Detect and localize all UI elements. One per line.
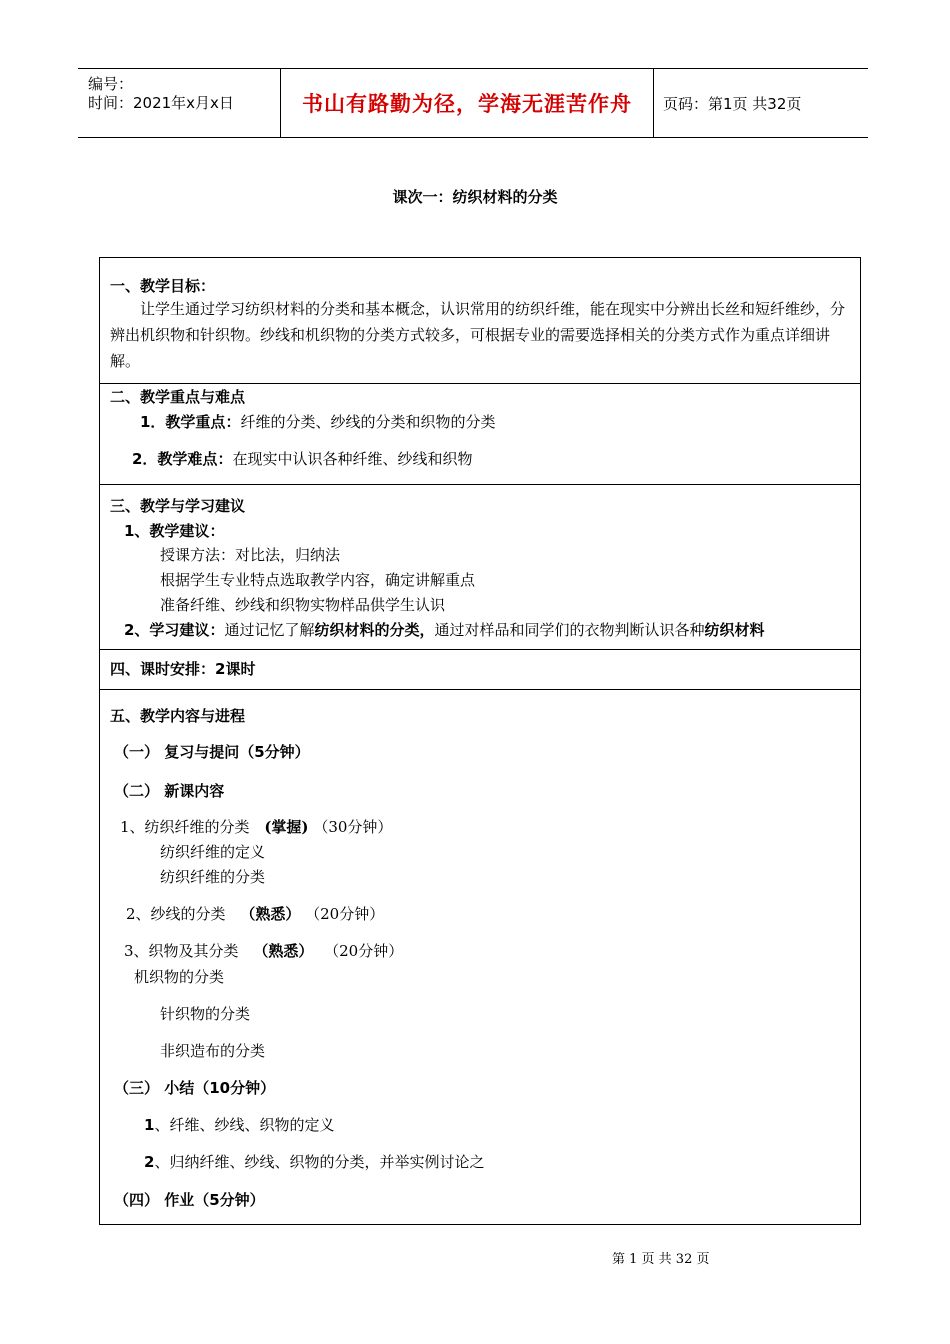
item-duration: （20分钟） — [324, 942, 404, 960]
learning-text: 通过记忆了解 — [224, 621, 315, 639]
header-motto-cell — [280, 69, 654, 137]
time-label: 时间：2021年x月x日 — [88, 94, 234, 112]
header-right-cell — [653, 69, 868, 137]
sub-item: 针织物的分类 — [160, 1005, 251, 1023]
item-level: (掌握) — [264, 818, 309, 836]
learning-emphasis: 纺织材料的分类， — [314, 621, 435, 639]
summary-text: 、归纳纤维、纱线、织物的分类，并举实例讨论之 — [154, 1153, 485, 1171]
item-fiber-classification — [120, 817, 392, 837]
teaching-suggestion-item: 根据学生专业特点选取教学内容，确定讲解重点 — [160, 571, 476, 589]
key-point-text: 纤维的分类、纱线的分类和织物的分类 — [240, 413, 496, 431]
key-point-label: 1．教学重点： — [140, 413, 241, 431]
learning-suggestion-label: 2、学习建议： — [124, 621, 225, 639]
learning-emphasis: 纺织材料 — [704, 621, 765, 639]
item-level: （熟悉） — [240, 905, 301, 923]
teaching-suggestion-label: 1、教学建议： — [124, 522, 225, 540]
summary-item — [144, 1115, 334, 1135]
goals-paragraph: 让学生通过学习纺织材料的分类和基本概念，认识常用的纺织纤维，能在现实中分辨出长丝和短纤维纱，分辨出机织物和针织物。纱线和机织物的分类方式较多，可根据专业的需要选择相关的分类方式作为重点详细讲解。 — [110, 300, 846, 370]
document-header — [78, 68, 868, 138]
section-heading: 四、课时安排：2课时 — [110, 660, 256, 678]
key-point-line — [140, 412, 495, 432]
page-footer: 第 1 页 共 32 页 — [612, 1252, 710, 1267]
section-content-progress — [100, 689, 860, 1224]
section-teaching-goals — [100, 258, 860, 384]
number-label: 编号： — [88, 75, 134, 93]
lesson-plan-table — [99, 257, 861, 1225]
difficulty-line — [132, 449, 472, 469]
difficulty-label: 2．教学难点： — [132, 450, 233, 468]
section-class-hours — [100, 649, 860, 690]
item-text: 1、纺织纤维的分类 — [120, 818, 250, 836]
summary-number: 2 — [144, 1153, 155, 1171]
page-code: 页码：第1页 共32页 — [663, 94, 802, 113]
sub-item: 机织物的分类 — [134, 968, 225, 986]
item-text: 2、纱线的分类 — [126, 905, 226, 923]
motto: 书山有路勤为径，学海无涯苦作舟 — [302, 91, 632, 116]
item-yarn-classification — [126, 904, 384, 924]
summary-number: 1 — [144, 1116, 155, 1134]
item-fabric-classification — [124, 941, 403, 961]
item-duration: （20分钟） — [305, 905, 385, 923]
section-heading: 二、教学重点与难点 — [110, 388, 246, 406]
sub-item: 纺织纤维的分类 — [160, 868, 266, 886]
item-level: （熟悉） — [253, 942, 314, 960]
difficulty-text: 在现实中认识各种纤维、纱线和织物 — [232, 450, 473, 468]
part-new-content: （二） 新课内容 — [114, 782, 225, 800]
item-duration: （30分钟） — [313, 818, 393, 836]
section-key-points — [100, 383, 860, 485]
part-review: （一） 复习与提问（5分钟） — [114, 743, 310, 761]
part-summary: （三） 小结（10分钟） — [114, 1079, 276, 1097]
sub-item: 非织造布的分类 — [160, 1042, 266, 1060]
teaching-suggestion-item: 授课方法：对比法，归纳法 — [160, 546, 341, 564]
section-heading: 三、教学与学习建议 — [110, 497, 246, 515]
part-homework: （四） 作业（5分钟） — [114, 1191, 265, 1209]
summary-text: 、纤维、纱线、织物的定义 — [154, 1116, 335, 1134]
sub-item: 纺织纤维的定义 — [160, 843, 266, 861]
learning-suggestion-line — [124, 620, 765, 640]
learning-text: 通过对样品和同学们的衣物判断认识各种 — [434, 621, 705, 639]
item-text: 3、织物及其分类 — [124, 942, 239, 960]
teaching-suggestion-item: 准备纤维、纱线和织物实物样品供学生认识 — [160, 596, 446, 614]
section-heading: 一、教学目标： — [110, 277, 216, 295]
document-title: 课次一：纺织材料的分类 — [392, 188, 558, 206]
section-heading: 五、教学内容与进程 — [110, 707, 246, 725]
summary-item — [144, 1152, 484, 1172]
header-left-cell — [78, 69, 280, 137]
section-suggestions — [100, 484, 860, 650]
